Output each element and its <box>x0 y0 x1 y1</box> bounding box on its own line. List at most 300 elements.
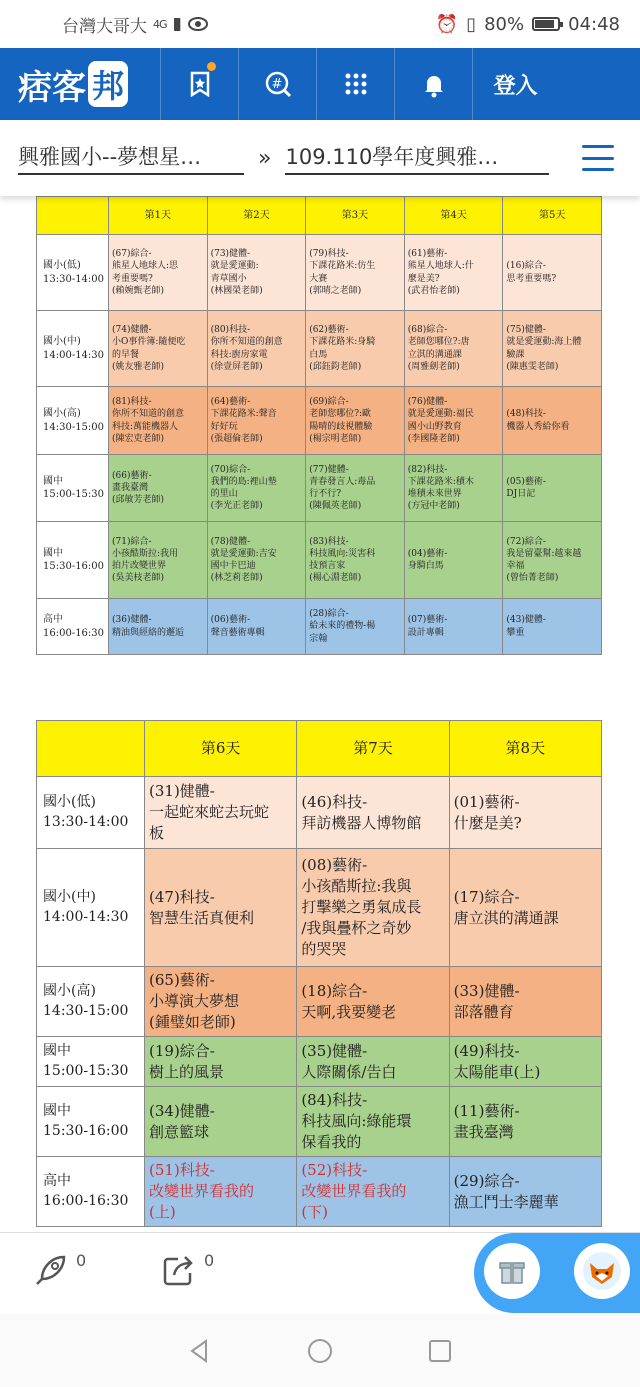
course-cell <box>449 1157 601 1227</box>
cell-line: 宗翰 <box>309 633 328 644</box>
cell-line: 麼是美? <box>407 273 440 284</box>
cell-line: 14:00-14:30 <box>43 908 129 925</box>
cell-line: 國小(高) <box>43 408 81 419</box>
cell-line: (17)綜合- <box>453 887 520 906</box>
cell-line: 你所不知道的創意 <box>112 409 185 420</box>
cell-line: (曾怡菁老師) <box>506 573 559 584</box>
cell-line: (李國隆老師) <box>407 433 460 444</box>
breadcrumb-separator: » <box>258 145 272 171</box>
table-row <box>37 1037 602 1087</box>
table-row <box>37 599 602 655</box>
cell-line: 14:30-15:00 <box>43 421 105 433</box>
apps-grid-button[interactable] <box>316 48 394 120</box>
cell-line: (陳宏吏老師) <box>112 433 165 444</box>
table-row <box>37 849 602 967</box>
cell-line: 15:00-15:30 <box>43 489 105 500</box>
cell-line: 小孩酷斯拉:我用 <box>112 548 179 559</box>
cell-line: (81)科技- <box>112 397 152 408</box>
course-cell <box>297 1037 449 1087</box>
header-row <box>37 197 602 235</box>
cell-line: (周雅劍老師) <box>407 361 460 372</box>
cell-line: 國中 <box>43 475 63 487</box>
pixnet-logo[interactable] <box>0 48 160 120</box>
cell-line: 國小(中) <box>43 888 96 905</box>
cell-line: 科技風向:災害科 <box>309 548 376 559</box>
course-cell <box>306 387 405 455</box>
cell-line: (04)藝術- <box>407 548 448 559</box>
cell-line: (31)健體- <box>149 782 215 800</box>
cell-line: 白馬 <box>309 349 328 360</box>
action-bar <box>0 1232 640 1314</box>
cell-line: 身騎白馬 <box>407 561 444 571</box>
row-label <box>37 599 109 655</box>
course-cell <box>109 455 208 522</box>
row-label <box>37 455 109 522</box>
cell-line: 立淇的溝通課 <box>407 349 462 360</box>
cell-line: 人際關係/告白 <box>301 1062 397 1081</box>
breadcrumb-blog-link[interactable]: 興雅國小--夢想星… <box>18 141 244 175</box>
course-cell <box>404 387 503 455</box>
signal-indicator: 4G <box>153 17 167 31</box>
cell-line: 畫我臺灣 <box>453 1122 514 1141</box>
cell-line: 設計專輯 <box>407 627 444 638</box>
cell-line: 行不行? <box>309 489 342 499</box>
course-cell <box>145 849 297 967</box>
logo-text: 痞客 <box>18 67 86 108</box>
cell-line: (72)綜合- <box>506 536 546 547</box>
row-label <box>37 311 109 387</box>
row-label <box>37 387 109 455</box>
back-triangle-icon[interactable] <box>186 1337 214 1365</box>
cell-line: 的里山 <box>210 489 238 499</box>
course-cell <box>109 387 208 455</box>
cell-line: 就是愛運動:海上體 <box>506 337 582 348</box>
cell-line: 國中 <box>43 1102 71 1119</box>
cell-line: (48)科技- <box>506 409 546 420</box>
cell-line: /我與疊杯之奇妙 <box>301 919 412 937</box>
cell-line: (張超倫老師) <box>210 433 263 444</box>
cell-line: 國小(低) <box>43 793 96 810</box>
day-header: 第8天 <box>449 721 601 777</box>
cell-line: 青春發言人:毒品 <box>309 476 376 487</box>
battery-icon <box>532 17 560 31</box>
cell-line: (71)綜合- <box>112 536 152 547</box>
cell-line: (36)健體- <box>112 615 152 626</box>
table-row <box>37 777 602 849</box>
cell-line: 機器人秀給你看 <box>506 421 570 432</box>
cell-line: 什麼是美? <box>453 813 522 832</box>
cell-line: (35)健體- <box>301 1041 368 1060</box>
cell-line: 板 <box>149 824 165 842</box>
cell-line: 技預言家 <box>309 561 346 571</box>
cell-line: 老師您哪位?:唐 <box>407 337 470 348</box>
cell-line: (73)健體- <box>210 249 251 260</box>
cell-line: 給未來的禮物-楊 <box>309 621 376 632</box>
course-cell <box>109 235 208 311</box>
cell-line: 國中 <box>43 1042 71 1059</box>
cell-line: 下課花路米:身騎 <box>309 337 376 348</box>
table-row <box>37 967 602 1037</box>
cell-line: 就是愛運動:福民 <box>407 409 474 420</box>
course-cell <box>145 967 297 1037</box>
row-label <box>37 1157 145 1227</box>
course-cell <box>449 1037 601 1087</box>
table-row <box>37 522 602 599</box>
course-cell <box>297 849 449 967</box>
rocket-icon <box>32 1251 70 1289</box>
course-cell <box>207 455 306 522</box>
hashtag-search-button[interactable] <box>238 48 316 120</box>
cell-line: (鍾璧如老師) <box>149 1013 236 1031</box>
course-cell <box>207 522 306 599</box>
svg-text:#: # <box>271 77 282 92</box>
cell-line: (67)綜合- <box>112 249 152 260</box>
cell-line: 下課花路米:積木 <box>407 476 474 487</box>
cell-line: (陳佩英老師) <box>309 501 362 512</box>
cell-line: (林芝莉老師) <box>210 573 263 584</box>
cell-line: 小導演大夢想 <box>149 992 240 1010</box>
cell-line: 攀重 <box>506 627 525 638</box>
recents-square-icon[interactable] <box>426 1337 454 1365</box>
cell-line: (楊宗明老師) <box>309 433 362 444</box>
corner-cell <box>37 197 109 235</box>
course-cell <box>404 235 503 311</box>
cell-line: 精油與經絡的邂逅 <box>112 627 185 638</box>
cell-line: (64)藝術- <box>210 397 251 408</box>
table-row <box>37 235 602 311</box>
course-cell <box>109 311 208 387</box>
cell-line: 小O事件簿:隨便吃 <box>112 337 186 348</box>
cell-line: 國小(高) <box>43 982 96 999</box>
signal-bars-icon: ▮ <box>172 14 182 34</box>
cell-line: 天啊,我要變老 <box>301 1002 397 1021</box>
cell-line: (83)科技- <box>309 536 349 547</box>
course-cell <box>207 599 306 655</box>
cell-line: 小孩酷斯拉:我與 <box>301 877 412 895</box>
cell-line: 畫我臺灣 <box>112 482 149 493</box>
cell-line: (69)綜合- <box>309 397 349 408</box>
bookmark-star-icon <box>185 69 215 99</box>
battery-percent: 80% <box>484 13 525 35</box>
cell-line: (68)綜合- <box>407 325 448 336</box>
cell-line: (徐壹屏老師) <box>210 361 263 372</box>
course-cell <box>449 967 601 1037</box>
course-cell <box>449 777 601 849</box>
cell-line: 聲音藝術專輯 <box>210 627 265 638</box>
fox-avatar-icon <box>582 1251 622 1291</box>
cell-line: (66)藝術- <box>112 470 152 481</box>
cell-line: (79)科技- <box>309 249 349 260</box>
cell-line: (楊心淵老師) <box>309 573 362 584</box>
cell-line: 一起蛇來蛇去玩蛇 <box>149 803 270 821</box>
cell-line: (上) <box>149 1203 176 1221</box>
course-cell <box>145 1087 297 1157</box>
course-cell <box>207 311 306 387</box>
cell-line: 我們的島:裡山墊 <box>210 476 277 487</box>
cell-line: 幸福 <box>506 561 525 571</box>
cell-line: 青草國小 <box>210 273 247 284</box>
cell-line: 國中卡巴迪 <box>210 561 256 571</box>
carrier-group <box>62 12 208 37</box>
cell-line: 你所不知道的創意 <box>210 337 283 348</box>
cell-line: (05)藝術- <box>506 476 546 487</box>
cell-line: 唐立淇的溝通課 <box>453 908 559 927</box>
menu-icon[interactable] <box>582 145 614 171</box>
course-cell <box>145 777 297 849</box>
vibrate-icon: ▯ <box>466 13 477 35</box>
cell-line: DJ日記 <box>506 489 536 499</box>
row-label <box>37 1087 145 1157</box>
cell-line: (74)健體- <box>112 325 152 336</box>
breadcrumb <box>0 120 640 196</box>
cell-line: 熊星人地球人:思 <box>112 261 179 272</box>
day-header: 第5天 <box>503 197 602 235</box>
cell-line: 科技:廚房家電 <box>210 349 268 360</box>
cell-line: 老師您哪位?:歐 <box>309 409 372 420</box>
cell-line: 熊星人地球人:什 <box>407 261 474 272</box>
row-label <box>37 1037 145 1087</box>
alarm-icon: ⏰ <box>435 13 459 35</box>
cell-line: (08)藝術- <box>301 856 368 874</box>
article-content <box>0 196 640 1232</box>
cell-line: 高中 <box>43 1172 71 1189</box>
cell-line: 國小(低) <box>43 260 81 271</box>
cell-line: 15:30-16:00 <box>43 1122 129 1139</box>
course-cell <box>306 235 405 311</box>
cell-line: (70)綜合- <box>210 464 251 475</box>
breadcrumb-category-link[interactable]: 109.110學年度興雅… <box>285 141 549 175</box>
cell-line: (76)健體- <box>407 397 448 408</box>
course-cell <box>109 522 208 599</box>
course-cell <box>145 1157 297 1227</box>
cell-line: 驗課 <box>506 349 525 360</box>
course-cell <box>404 311 503 387</box>
cell-line: (下) <box>301 1203 329 1221</box>
cell-line: (34)健體- <box>149 1101 215 1120</box>
cell-line: (75)健體- <box>506 325 546 336</box>
cell-line: (61)藝術- <box>407 249 448 260</box>
cell-line: (07)藝術- <box>407 615 448 626</box>
cell-line: (33)健體- <box>453 981 520 1000</box>
course-cell <box>503 599 602 655</box>
rocket-action[interactable] <box>32 1251 86 1289</box>
status-bar <box>0 0 640 48</box>
cell-line: 科技:萬能機器人 <box>112 421 179 432</box>
cell-line: (29)綜合- <box>453 1171 520 1190</box>
course-cell <box>404 599 503 655</box>
cell-line: 智慧生活真便利 <box>149 908 255 927</box>
table-row <box>37 1087 602 1157</box>
rocket-count: 0 <box>76 1251 87 1270</box>
course-cell <box>297 1087 449 1157</box>
course-cell <box>404 455 503 522</box>
bookmark-button[interactable] <box>160 48 238 120</box>
table-row <box>37 387 602 455</box>
cell-line: 拜訪機器人博物館 <box>301 813 422 832</box>
cell-line: 下課花路米:仿生 <box>309 261 376 272</box>
clock: 04:48 <box>568 13 620 35</box>
cell-line: 13:30-14:00 <box>43 273 105 285</box>
course-cell <box>449 1087 601 1157</box>
cell-line: (84)科技- <box>301 1091 368 1109</box>
gift-button[interactable] <box>484 1243 540 1299</box>
eye-icon <box>188 17 208 31</box>
cell-line: 16:00-16:30 <box>43 627 105 639</box>
course-cell <box>145 1037 297 1087</box>
cell-line: (62)藝術- <box>309 325 349 336</box>
cell-line: 改變世界看我的 <box>301 1182 407 1200</box>
home-circle-icon[interactable] <box>306 1337 334 1365</box>
cell-line: (06)藝術- <box>210 615 251 626</box>
cell-line: (49)科技- <box>453 1041 520 1060</box>
logo-badge: 邦 <box>88 61 128 107</box>
course-cell <box>297 1157 449 1227</box>
course-cell <box>503 387 602 455</box>
day-header: 第7天 <box>297 721 449 777</box>
cell-line: (78)健體- <box>210 536 251 547</box>
cell-line: 太陽能車(上) <box>453 1062 541 1081</box>
share-action[interactable] <box>160 1251 214 1289</box>
cell-line: 國中 <box>43 547 63 559</box>
hashtag-search-icon <box>263 69 293 99</box>
grid-icon <box>341 69 371 99</box>
schedule-table-days-1-5 <box>36 196 602 655</box>
notifications-button[interactable] <box>394 48 472 120</box>
avatar[interactable] <box>574 1243 630 1299</box>
floating-pill <box>474 1233 640 1313</box>
cell-line: 國小山野教育 <box>407 421 462 432</box>
header-row <box>37 721 602 777</box>
cell-line: (65)藝術- <box>149 971 215 989</box>
day-header: 第2天 <box>207 197 306 235</box>
row-label <box>37 849 145 967</box>
cell-line: (方冠中老師) <box>407 501 460 512</box>
course-cell <box>306 522 405 599</box>
cell-line: 拍片改變世界 <box>112 561 167 571</box>
cell-line: (77)健體- <box>309 464 349 475</box>
share-count: 0 <box>204 1251 215 1270</box>
cell-line: (18)綜合- <box>301 981 368 1000</box>
cell-line: (邱敏芳老師) <box>112 495 165 506</box>
course-cell <box>306 599 405 655</box>
bell-icon <box>419 69 449 99</box>
system-nav-bar <box>0 1314 640 1387</box>
cell-line: (邱鈺鈞老師) <box>309 361 362 372</box>
course-cell <box>404 522 503 599</box>
cell-line: (李光正老師) <box>210 501 263 512</box>
course-cell <box>503 455 602 522</box>
cell-line: 科技風向:綠能環 <box>301 1112 412 1130</box>
cell-line: (47)科技- <box>149 887 215 906</box>
cell-line: 部落體育 <box>453 1002 514 1021</box>
course-cell <box>503 522 602 599</box>
corner-cell <box>37 721 145 777</box>
cell-line: (陳惠雯老師) <box>506 361 559 372</box>
course-cell <box>109 599 208 655</box>
course-cell <box>207 235 306 311</box>
cell-line: (19)綜合- <box>149 1041 215 1060</box>
cell-line: 改變世界看我的 <box>149 1182 255 1200</box>
cell-line: 的早餐 <box>112 349 140 360</box>
cell-line: (武君怡老師) <box>407 285 460 296</box>
cell-line: (賴婉甄老師) <box>112 285 165 296</box>
app-nav <box>160 48 472 120</box>
share-icon <box>160 1251 198 1289</box>
table-row <box>37 311 602 387</box>
cell-line: 我是留臺幫:越來越 <box>506 548 582 559</box>
cell-line: (82)科技- <box>407 464 448 475</box>
course-cell <box>297 777 449 849</box>
cell-line: 打擊樂之勇氣成長 <box>301 898 422 916</box>
cell-line: 思考重要嗎? <box>506 273 557 284</box>
row-label <box>37 235 109 311</box>
day-header: 第3天 <box>306 197 405 235</box>
cell-line: 大賽 <box>309 273 328 284</box>
cell-line: (80)科技- <box>210 325 251 336</box>
course-cell <box>306 455 405 522</box>
cell-line: (28)綜合- <box>309 609 349 620</box>
cell-line: (01)藝術- <box>453 792 520 811</box>
day-header: 第4天 <box>404 197 503 235</box>
cell-line: (林國榮老師) <box>210 285 263 296</box>
cell-line: 14:00-14:30 <box>43 349 105 361</box>
course-cell <box>297 967 449 1037</box>
cell-line: 就是愛運動: <box>210 261 259 272</box>
cell-line: 的哭哭 <box>301 940 347 958</box>
cell-line: 好好玩 <box>210 421 238 432</box>
notification-dot <box>207 62 216 71</box>
course-cell <box>207 387 306 455</box>
cell-line: 堆積未來世界 <box>407 489 462 499</box>
course-cell <box>503 311 602 387</box>
cell-line: 漁工鬥士李麗華 <box>453 1192 559 1211</box>
cell-line: 14:30-15:00 <box>43 1002 129 1019</box>
cell-line: 創意籃球 <box>149 1122 210 1141</box>
cell-line: 樹上的風景 <box>149 1062 225 1081</box>
cell-line: 就是愛運動:吉安 <box>210 548 277 559</box>
course-cell <box>306 311 405 387</box>
schedule-table-days-6-8 <box>36 720 602 1227</box>
cell-line: 15:30-16:00 <box>43 561 105 572</box>
cell-line: 16:00-16:30 <box>43 1192 129 1209</box>
cell-line: 國小(中) <box>43 336 81 347</box>
cell-line: (16)綜合- <box>506 261 546 272</box>
row-label <box>37 522 109 599</box>
cell-line: (46)科技- <box>301 792 368 811</box>
table-row <box>37 1157 602 1227</box>
course-cell <box>449 849 601 967</box>
cell-line: (52)科技- <box>301 1161 368 1179</box>
cell-line: (11)藝術- <box>453 1101 520 1120</box>
cell-line: 保看我的 <box>301 1133 362 1151</box>
cell-line: (郭晴之老師) <box>309 285 362 296</box>
app-bar <box>0 48 640 120</box>
row-label <box>37 777 145 849</box>
cell-line: (51)科技- <box>149 1161 215 1179</box>
carrier-name: 台灣大哥大 <box>62 16 147 37</box>
cell-line: (姚友雅老師) <box>112 361 165 372</box>
status-right <box>436 14 620 35</box>
login-button[interactable]: 登入 <box>472 48 558 120</box>
table-row <box>37 455 602 522</box>
day-header: 第1天 <box>109 197 208 235</box>
gift-icon <box>497 1256 527 1286</box>
row-label <box>37 967 145 1037</box>
cell-line: 高中 <box>43 614 63 625</box>
cell-line: 13:30-14:00 <box>43 813 129 830</box>
cell-line: (吳美枝老師) <box>112 573 165 584</box>
day-header: 第6天 <box>145 721 297 777</box>
